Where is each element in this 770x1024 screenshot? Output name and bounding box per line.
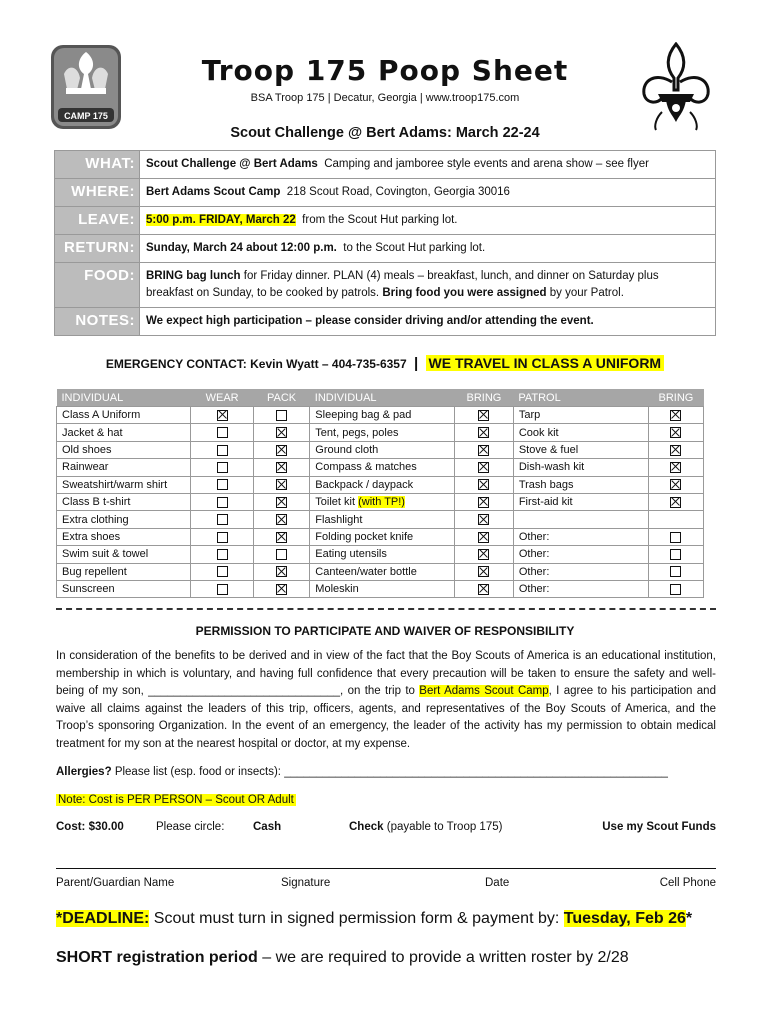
info-text: for Friday dinner. PLAN (4) meals – breakfast, lunch, and dinner on Saturday plus breakfast on Sunday, to be cooked by patrols. (146, 270, 659, 299)
checkbox[interactable] (276, 549, 287, 560)
col-header: INDIVIDUAL (57, 389, 191, 407)
checkbox[interactable] (217, 549, 228, 560)
wear-cell (191, 580, 253, 597)
item2-cell (310, 459, 455, 476)
info-bold: Scout Challenge @ Bert Adams (146, 158, 318, 170)
event-info-table (54, 150, 716, 336)
checkbox[interactable] (670, 427, 681, 438)
separator: | (414, 355, 419, 372)
short-text: – we are required to provide a written roster by 2/28 (262, 949, 629, 966)
item-label: Ground cloth (315, 443, 379, 456)
info-bold: We expect high participation – please consider driving and/or attending the event. (146, 315, 594, 327)
waiver-text: , I agree to his participation and waive all claims against the leaders of this trip, officers, agents, and representatives of the Boy Scouts of America, and the Troop’s sponsoring Organization. In the event of an emergency, the leader of the activity has my permission to obtain medical treatment for my son at the nearest hospital or doctor, at my expense. (56, 685, 716, 750)
bring-cell (455, 528, 514, 545)
item-label: Canteen/water bottle (315, 565, 417, 578)
checkbox[interactable] (217, 566, 228, 577)
item2-cell (310, 441, 455, 458)
checkbox[interactable] (478, 410, 489, 421)
info-text: Camping and jamboree style events and arena show – see flyer (324, 158, 649, 170)
emergency-contact-text: EMERGENCY CONTACT: Kevin Wyatt – 404-735-6357 (105, 357, 407, 371)
waiver-text: In consideration of the benefits to be derived and in view of the fact that the Boy Scouts of America is an educational institution, membership in which is voluntary, and having full confidence that every precaution will be taken to ensure the safety and well-being of my son, ______________________________, on the trip to (56, 650, 716, 697)
info-label: FOOD: (55, 263, 140, 308)
info-value (140, 207, 716, 235)
checkbox[interactable] (276, 566, 287, 577)
item-cell: Rainwear (57, 459, 191, 476)
info-text: by your Patrol. (549, 287, 624, 299)
checkbox[interactable] (217, 584, 228, 595)
checkbox[interactable] (276, 410, 287, 421)
checkbox[interactable] (276, 445, 287, 456)
signature-line[interactable] (56, 868, 716, 869)
short-label: SHORT registration period (56, 949, 258, 966)
item2-cell (310, 546, 455, 563)
item-cell: Jacket & hat (57, 424, 191, 441)
item2-cell (310, 407, 455, 424)
cut-line-divider (56, 608, 716, 610)
pack-cell (253, 580, 310, 597)
patrol-cell (513, 511, 648, 528)
waiver-trip-name: Bert Adams Scout Camp (419, 685, 549, 697)
patrol-cell: Trash bags (513, 476, 648, 493)
waiver-heading: PERMISSION TO PARTICIPATE AND WAIVER OF RESPONSIBILITY (195, 624, 575, 638)
info-value (140, 235, 716, 263)
col-header: WEAR (191, 389, 253, 407)
bring-cell (455, 563, 514, 580)
patrol-bring-cell (648, 511, 703, 528)
pack-cell (253, 563, 310, 580)
allergies-prompt: Please list (esp. food or insects): ____________________________________________________________ (114, 766, 668, 778)
table-row (57, 424, 704, 441)
event-heading: Scout Challenge @ Bert Adams: March 22-24 (230, 125, 540, 141)
deadline-notice (56, 910, 692, 928)
info-value (140, 179, 716, 207)
patrol-bring-cell (648, 407, 703, 424)
info-label: WHAT: (55, 151, 140, 179)
checkbox[interactable] (276, 462, 287, 473)
wear-cell (191, 441, 253, 458)
checkbox[interactable] (276, 514, 287, 525)
info-highlight: 5:00 p.m. FRIDAY, March 22 (146, 214, 296, 226)
info-text: 218 Scout Road, Covington, Georgia 30016 (286, 186, 510, 198)
bring-cell (455, 459, 514, 476)
cost-note: Note: Cost is PER PERSON – Scout OR Adult (58, 794, 294, 806)
pack-cell (253, 407, 310, 424)
item2-cell (310, 528, 455, 545)
payment-option-cash[interactable]: Cash (253, 821, 282, 833)
info-bold: Sunday, March 24 about 12:00 p.m. (146, 242, 337, 254)
allergies-field[interactable] (56, 766, 716, 778)
patrol-bring-cell (648, 493, 703, 510)
cost-amount: Cost: $30.00 (56, 821, 124, 833)
wear-cell (191, 407, 253, 424)
payment-option-check[interactable] (349, 821, 502, 833)
checkbox[interactable] (217, 497, 228, 508)
patrol-bring-cell (648, 563, 703, 580)
waiver-paragraph (56, 648, 716, 753)
wear-cell (191, 511, 253, 528)
circle-instruction: Please circle: (156, 821, 225, 833)
info-bold: Bert Adams Scout Camp (146, 186, 281, 198)
item-cell: Swim suit & towel (57, 546, 191, 563)
info-value (140, 263, 716, 308)
bring-cell (455, 476, 514, 493)
checkbox[interactable] (276, 532, 287, 543)
item-cell: Sweatshirt/warm shirt (57, 476, 191, 493)
wear-cell (191, 546, 253, 563)
checkbox[interactable] (478, 549, 489, 560)
troop-subtitle: BSA Troop 175 | Decatur, Georgia | www.troop175.com (250, 92, 520, 104)
info-bold: Bring food you were assigned (382, 287, 547, 299)
info-row-leave (55, 207, 716, 235)
info-row-what (55, 151, 716, 179)
checkbox[interactable] (478, 427, 489, 438)
info-row-return (55, 235, 716, 263)
checkbox[interactable] (478, 584, 489, 595)
checkbox[interactable] (217, 532, 228, 543)
pack-cell (253, 424, 310, 441)
bring-cell (455, 424, 514, 441)
info-row-where (55, 179, 716, 207)
deadline-date: Tuesday, Feb 26 (563, 910, 686, 927)
item-cell: Class B t-shirt (57, 493, 191, 510)
patrol-bring-cell (648, 459, 703, 476)
table-row (57, 511, 704, 528)
item-cell: Bug repellent (57, 563, 191, 580)
item-label: Flashlight (315, 513, 363, 526)
item2-cell (310, 511, 455, 528)
col-header: PACK (253, 389, 310, 407)
col-header: INDIVIDUAL (310, 389, 455, 407)
patrol-bring-cell (648, 528, 703, 545)
pack-cell (253, 511, 310, 528)
deadline-star: * (685, 910, 693, 927)
page-title: Troop 175 Poop Sheet (201, 54, 569, 87)
info-label: NOTES: (55, 308, 140, 336)
wear-cell (191, 563, 253, 580)
emergency-contact (0, 355, 770, 372)
pack-cell (253, 546, 310, 563)
bring-cell (455, 511, 514, 528)
info-text: to the Scout Hut parking lot. (343, 242, 486, 254)
bring-cell (455, 580, 514, 597)
checkbox[interactable] (478, 566, 489, 577)
patrol-cell: Stove & fuel (513, 441, 648, 458)
col-header: BRING (455, 389, 514, 407)
wear-cell (191, 493, 253, 510)
item2-cell (310, 424, 455, 441)
item2-cell (310, 563, 455, 580)
col-header: BRING (648, 389, 703, 407)
table-row (57, 407, 704, 424)
bring-cell (455, 407, 514, 424)
bring-cell (455, 441, 514, 458)
wear-cell (191, 476, 253, 493)
patrol-cell: First-aid kit (513, 493, 648, 510)
bring-cell (455, 493, 514, 510)
signature-label: Signature (281, 877, 331, 889)
table-row (57, 476, 704, 493)
item-cell: Sunscreen (57, 580, 191, 597)
checkbox[interactable] (276, 497, 287, 508)
deadline-text: Scout must turn in signed permission form & payment by: (153, 910, 560, 927)
checkbox[interactable] (670, 445, 681, 456)
checkbox[interactable] (217, 410, 228, 421)
gear-header-row (57, 389, 704, 407)
date-label: Date (485, 877, 510, 889)
table-row (57, 546, 704, 563)
checkbox[interactable] (276, 479, 287, 490)
info-row-food (55, 263, 716, 308)
info-value (140, 308, 716, 336)
parent-name-label: Parent/Guardian Name (56, 877, 175, 889)
patrol-cell: Other: (513, 563, 648, 580)
item2-cell (310, 476, 455, 493)
info-label: RETURN: (55, 235, 140, 263)
item-cell: Class A Uniform (57, 407, 191, 424)
bring-cell (455, 546, 514, 563)
info-label: WHERE: (55, 179, 140, 207)
checkbox[interactable] (217, 427, 228, 438)
item-label: Compass & matches (315, 461, 417, 474)
patrol-cell: Other: (513, 546, 648, 563)
checkbox[interactable] (217, 445, 228, 456)
check-note: (payable to Troop 175) (386, 821, 503, 833)
checkbox[interactable] (276, 427, 287, 438)
patrol-bring-cell (648, 441, 703, 458)
pack-cell (253, 459, 310, 476)
table-row (57, 528, 704, 545)
checkbox[interactable] (670, 549, 681, 560)
checkbox[interactable] (670, 497, 681, 508)
checkbox[interactable] (217, 462, 228, 473)
checkbox[interactable] (478, 532, 489, 543)
checkbox[interactable] (478, 462, 489, 473)
checkbox[interactable] (217, 479, 228, 490)
table-row (57, 563, 704, 580)
item-cell: Extra clothing (57, 511, 191, 528)
uniform-notice: WE TRAVEL IN CLASS A UNIFORM (426, 355, 665, 371)
info-text: from the Scout Hut parking lot. (302, 214, 458, 226)
wear-cell (191, 528, 253, 545)
patrol-cell: Other: (513, 580, 648, 597)
check-label: Check (349, 821, 384, 833)
info-row-notes (55, 308, 716, 336)
wear-cell (191, 424, 253, 441)
item2-cell (310, 580, 455, 597)
table-row (57, 493, 704, 510)
item-label: Moleskin (315, 583, 359, 596)
checkbox[interactable] (478, 445, 489, 456)
gear-table-body (57, 407, 704, 598)
pack-cell (253, 441, 310, 458)
payment-option-scout-funds[interactable]: Use my Scout Funds (602, 821, 716, 833)
checkbox[interactable] (670, 532, 681, 543)
item-label: Backpack / daypack (315, 478, 414, 491)
checkbox[interactable] (478, 497, 489, 508)
pack-cell (253, 476, 310, 493)
patrol-cell: Tarp (513, 407, 648, 424)
patrol-bring-cell (648, 546, 703, 563)
table-row (57, 459, 704, 476)
short-registration-notice (56, 949, 629, 967)
patrol-bring-cell (648, 476, 703, 493)
pack-cell (253, 493, 310, 510)
item-cell: Extra shoes (57, 528, 191, 545)
deadline-label: *DEADLINE: (56, 910, 150, 927)
cell-phone-label: Cell Phone (659, 877, 716, 889)
col-header: PATROL (513, 389, 648, 407)
patrol-cell: Dish-wash kit (513, 459, 648, 476)
table-row (57, 441, 704, 458)
patrol-bring-cell (648, 580, 703, 597)
checkbox[interactable] (217, 514, 228, 525)
item-highlight: (with TP!) (358, 496, 405, 509)
gear-checklist-table (56, 389, 704, 598)
info-value (140, 151, 716, 179)
info-bold: BRING bag lunch (146, 270, 241, 282)
checkbox[interactable] (670, 479, 681, 490)
item-cell: Old shoes (57, 441, 191, 458)
item-label: Sleeping bag & pad (315, 409, 412, 422)
item-label: Eating utensils (315, 548, 387, 561)
checkbox[interactable] (276, 584, 287, 595)
info-label: LEAVE: (55, 207, 140, 235)
item-label: Tent, pegs, poles (315, 426, 399, 439)
wear-cell (191, 459, 253, 476)
checkbox[interactable] (670, 410, 681, 421)
checkbox[interactable] (670, 566, 681, 577)
item2-cell (310, 493, 455, 510)
checkbox[interactable] (478, 514, 489, 525)
item-label: Folding pocket knife (315, 530, 414, 543)
pack-cell (253, 528, 310, 545)
checkbox[interactable] (670, 462, 681, 473)
table-row (57, 580, 704, 597)
patrol-bring-cell (648, 424, 703, 441)
patrol-cell: Cook kit (513, 424, 648, 441)
item-label: Toilet kit (315, 496, 356, 509)
svg-text:CAMP 175: CAMP 175 (64, 111, 108, 121)
patrol-cell: Other: (513, 528, 648, 545)
checkbox[interactable] (670, 584, 681, 595)
checkbox[interactable] (478, 479, 489, 490)
allergies-label: Allergies? (56, 766, 112, 778)
